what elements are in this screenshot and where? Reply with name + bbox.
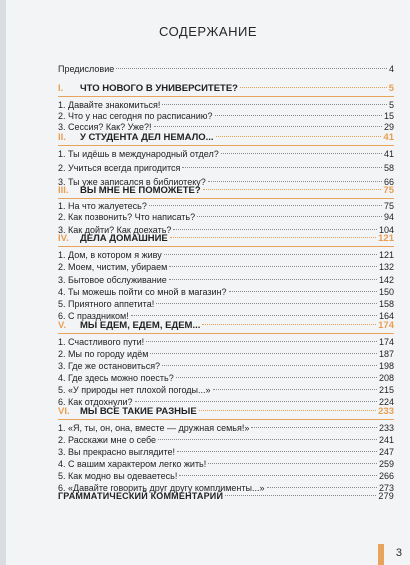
chapter-title: МЫ ВСЕ ТАКИЕ РАЗНЫЕ — [80, 406, 197, 417]
chapter-rule — [58, 246, 394, 247]
leader-dots — [131, 315, 377, 316]
toc-entry-label: 2. Расскажи мне о себе — [58, 435, 157, 445]
chapter-page: 121 — [378, 233, 394, 244]
toc-entry[interactable] — [58, 275, 394, 286]
leader-dots — [182, 167, 382, 168]
toc-entry-label: 5. «У природы нет плохой погоды...» — [58, 385, 211, 395]
toc-entry-page: 94 — [383, 212, 394, 222]
leader-dots — [208, 181, 382, 182]
leader-dots — [203, 189, 382, 190]
leader-dots — [267, 487, 377, 488]
toc-entry[interactable] — [58, 250, 394, 261]
chapter-page: 233 — [378, 406, 394, 417]
page-number: 3 — [395, 547, 402, 559]
chapter-page: 174 — [378, 320, 394, 331]
toc-entry-label: 1. Давайте знакомиться! — [58, 100, 161, 110]
leader-dots — [154, 126, 382, 127]
chapter-title: ЧТО НОВОГО В УНИВЕРСИТЕТЕ? — [80, 83, 238, 94]
toc-entry-label: 6. С праздником! — [58, 311, 129, 321]
leader-dots — [213, 389, 377, 390]
toc-entry[interactable] — [58, 337, 394, 348]
leader-dots — [179, 475, 377, 476]
leader-dots — [135, 401, 377, 402]
chapter-number: VI. — [58, 406, 70, 417]
toc-entry[interactable] — [58, 423, 394, 434]
toc-entry-label: 1. «Я, ты, он, она, вместе — дружная семья!» — [58, 423, 250, 433]
page-number-marker — [378, 544, 384, 565]
toc-entry-page: 15 — [383, 111, 394, 121]
leader-dots — [215, 115, 382, 116]
leader-dots — [221, 153, 382, 154]
chapter-number: II. — [58, 132, 66, 143]
toc-entry-page: 187 — [378, 349, 394, 359]
toc-entry[interactable] — [58, 212, 394, 223]
grammar-label: ГРАММАТИЧЕСКИЙ КОММЕНТАРИЙ — [58, 491, 224, 501]
leader-dots — [229, 291, 377, 292]
toc-entry[interactable] — [58, 459, 394, 470]
leader-dots — [197, 216, 382, 217]
chapter-rule — [58, 198, 394, 199]
toc-entry[interactable] — [58, 287, 394, 298]
toc-entry-page: 198 — [378, 361, 394, 371]
toc-entry-page: 75 — [383, 201, 394, 211]
toc-entry[interactable] — [58, 385, 394, 396]
leader-dots — [170, 237, 376, 238]
toc-entry[interactable] — [58, 435, 394, 446]
toc-entry-page: 121 — [378, 250, 394, 260]
toc-entry[interactable] — [58, 262, 394, 273]
toc-entry-label: 4. С вашим характером легко жить! — [58, 459, 207, 469]
grammar-page: 279 — [378, 491, 394, 501]
toc-entry-label: 2. Что у нас сегодня по расписанию? — [58, 111, 213, 121]
toc-entry-label: 1. Ты идёшь в международный отдел? — [58, 149, 219, 159]
toc-entry-page: 150 — [378, 287, 394, 297]
page-title: СОДЕРЖАНИЕ — [158, 24, 257, 39]
leader-dots — [177, 451, 377, 452]
page — [6, 0, 410, 565]
toc-entry-label: 2. Как позвонить? Что написать? — [58, 212, 196, 222]
toc-entry-label: 3. Вы прекрасно выглядите! — [58, 447, 176, 457]
chapter-rule — [58, 333, 394, 334]
toc-chapter-2[interactable] — [58, 132, 394, 145]
leader-dots — [150, 353, 376, 354]
toc-entry-page: 164 — [378, 311, 394, 321]
toc-entry-page: 208 — [378, 373, 394, 383]
toc-entry-label: 2. Мы по городу идём — [58, 349, 149, 359]
toc-entry[interactable] — [58, 201, 394, 212]
toc-entry[interactable] — [58, 373, 394, 384]
toc-entry[interactable] — [58, 111, 394, 122]
leader-dots — [162, 104, 387, 105]
toc-entry-label: 6. Как отдохнули? — [58, 397, 133, 407]
leader-dots — [202, 324, 376, 325]
chapter-title: МЫ ЕДЕМ, ЕДЕМ, ЕДЕМ... — [80, 320, 201, 331]
toc-entry-page: 29 — [383, 122, 394, 132]
toc-entry-label: 3. Как дойти? Как доехать? — [58, 225, 172, 235]
toc-entry-page: 58 — [383, 163, 394, 173]
toc-entry-label: 3. Где же остановиться? — [58, 361, 161, 371]
toc-entry-label: 3. Сессия? Как? Уже?! — [58, 122, 152, 132]
toc-entry-page: 215 — [378, 385, 394, 395]
toc-entry-page: 266 — [378, 471, 394, 481]
toc-entry-page: 224 — [378, 397, 394, 407]
toc-entry-page: 273 — [378, 483, 394, 493]
toc-entry[interactable] — [58, 447, 394, 458]
toc-chapter-3[interactable] — [58, 185, 394, 198]
toc-preface[interactable] — [58, 64, 394, 75]
toc-entry[interactable] — [58, 149, 394, 160]
toc-entry[interactable] — [58, 349, 394, 360]
toc-entry[interactable] — [58, 361, 394, 372]
toc-entry-label: 4. Ты можешь пойти со мной в магазин? — [58, 287, 227, 297]
chapter-page: 41 — [383, 132, 394, 143]
toc-entry-page: 241 — [378, 435, 394, 445]
leader-dots — [176, 377, 377, 378]
toc-entry-page: 259 — [378, 459, 394, 469]
toc-entry[interactable] — [58, 299, 394, 310]
toc-entry[interactable] — [58, 163, 394, 174]
toc-entry-page: 174 — [378, 337, 394, 347]
toc-chapter-4[interactable] — [58, 233, 394, 246]
chapter-rule — [58, 145, 394, 146]
toc-entry-page: 233 — [378, 423, 394, 433]
toc-entry-page: 132 — [378, 262, 394, 272]
chapter-rule — [58, 419, 394, 420]
toc-entry[interactable] — [58, 471, 394, 482]
toc-entry-label: 3. Ты уже записался в библиотеку? — [58, 177, 206, 187]
toc-entry-page: 5 — [388, 100, 394, 110]
leader-dots — [146, 341, 377, 342]
leader-dots — [162, 365, 377, 366]
chapter-page: 5 — [388, 83, 394, 94]
leader-dots — [240, 87, 387, 88]
leader-dots — [149, 205, 382, 206]
leader-dots — [164, 254, 377, 255]
toc-entry-page: 104 — [378, 225, 394, 235]
toc-entry[interactable] — [58, 100, 394, 111]
leader-dots — [173, 229, 377, 230]
toc-chapter-1[interactable] — [58, 83, 394, 96]
chapter-page: 75 — [383, 185, 394, 196]
toc-grammar[interactable] — [58, 491, 394, 503]
toc-entry-label: Предисловие — [58, 64, 115, 74]
toc-chapter-5[interactable] — [58, 320, 394, 333]
toc-entry-page: 66 — [383, 177, 394, 187]
chapter-title: ДЕЛА ДОМАШНИЕ — [80, 233, 168, 244]
toc-entry-page: 4 — [388, 64, 394, 74]
toc-entry-page: 247 — [378, 447, 394, 457]
toc-chapter-6[interactable] — [58, 406, 394, 419]
chapter-number: V. — [58, 320, 67, 331]
leader-dots — [116, 68, 387, 69]
chapter-number: III. — [58, 185, 69, 196]
leader-dots — [251, 427, 377, 428]
leader-dots — [199, 410, 376, 411]
leader-dots — [156, 303, 377, 304]
chapter-number: IV. — [58, 233, 69, 244]
leader-dots — [208, 463, 377, 464]
leader-dots — [169, 266, 377, 267]
leader-dots — [225, 495, 376, 496]
toc-entry-label: 4. Где здесь можно поесть? — [58, 373, 174, 383]
toc-entry-label: 5. Как модно вы одеваетесь! — [58, 471, 178, 481]
leader-dots — [169, 279, 377, 280]
chapter-number: I. — [58, 83, 64, 94]
toc-entry-label: 6. «Давайте говорить друг другу комплименты...» — [58, 483, 265, 493]
toc-entry-label: 1. Дом, в котором я живу — [58, 250, 162, 260]
chapter-title: ВЫ МНЕ НЕ ПОМОЖЕТЕ? — [80, 185, 201, 196]
toc-entry-label: 2. Учиться всегда пригодится — [58, 163, 181, 173]
leader-dots — [216, 136, 382, 137]
toc-entry-label: 5. Приятного аппетита! — [58, 299, 155, 309]
toc-entry-label: 1. На что жалуетесь? — [58, 201, 147, 211]
chapter-title: У СТУДЕНТА ДЕЛ НЕМАЛО... — [80, 132, 214, 143]
toc-entry-page: 142 — [378, 275, 394, 285]
toc-entry-label: 3. Бытовое обслуживание — [58, 275, 167, 285]
toc-entry-page: 41 — [383, 149, 394, 159]
leader-dots — [158, 439, 377, 440]
toc-entry-label: 1. Счастливого пути! — [58, 337, 145, 347]
toc-entry-page: 158 — [378, 299, 394, 309]
chapter-rule — [58, 96, 394, 97]
toc-entry-label: 2. Моем, чистим, убираем — [58, 262, 168, 272]
